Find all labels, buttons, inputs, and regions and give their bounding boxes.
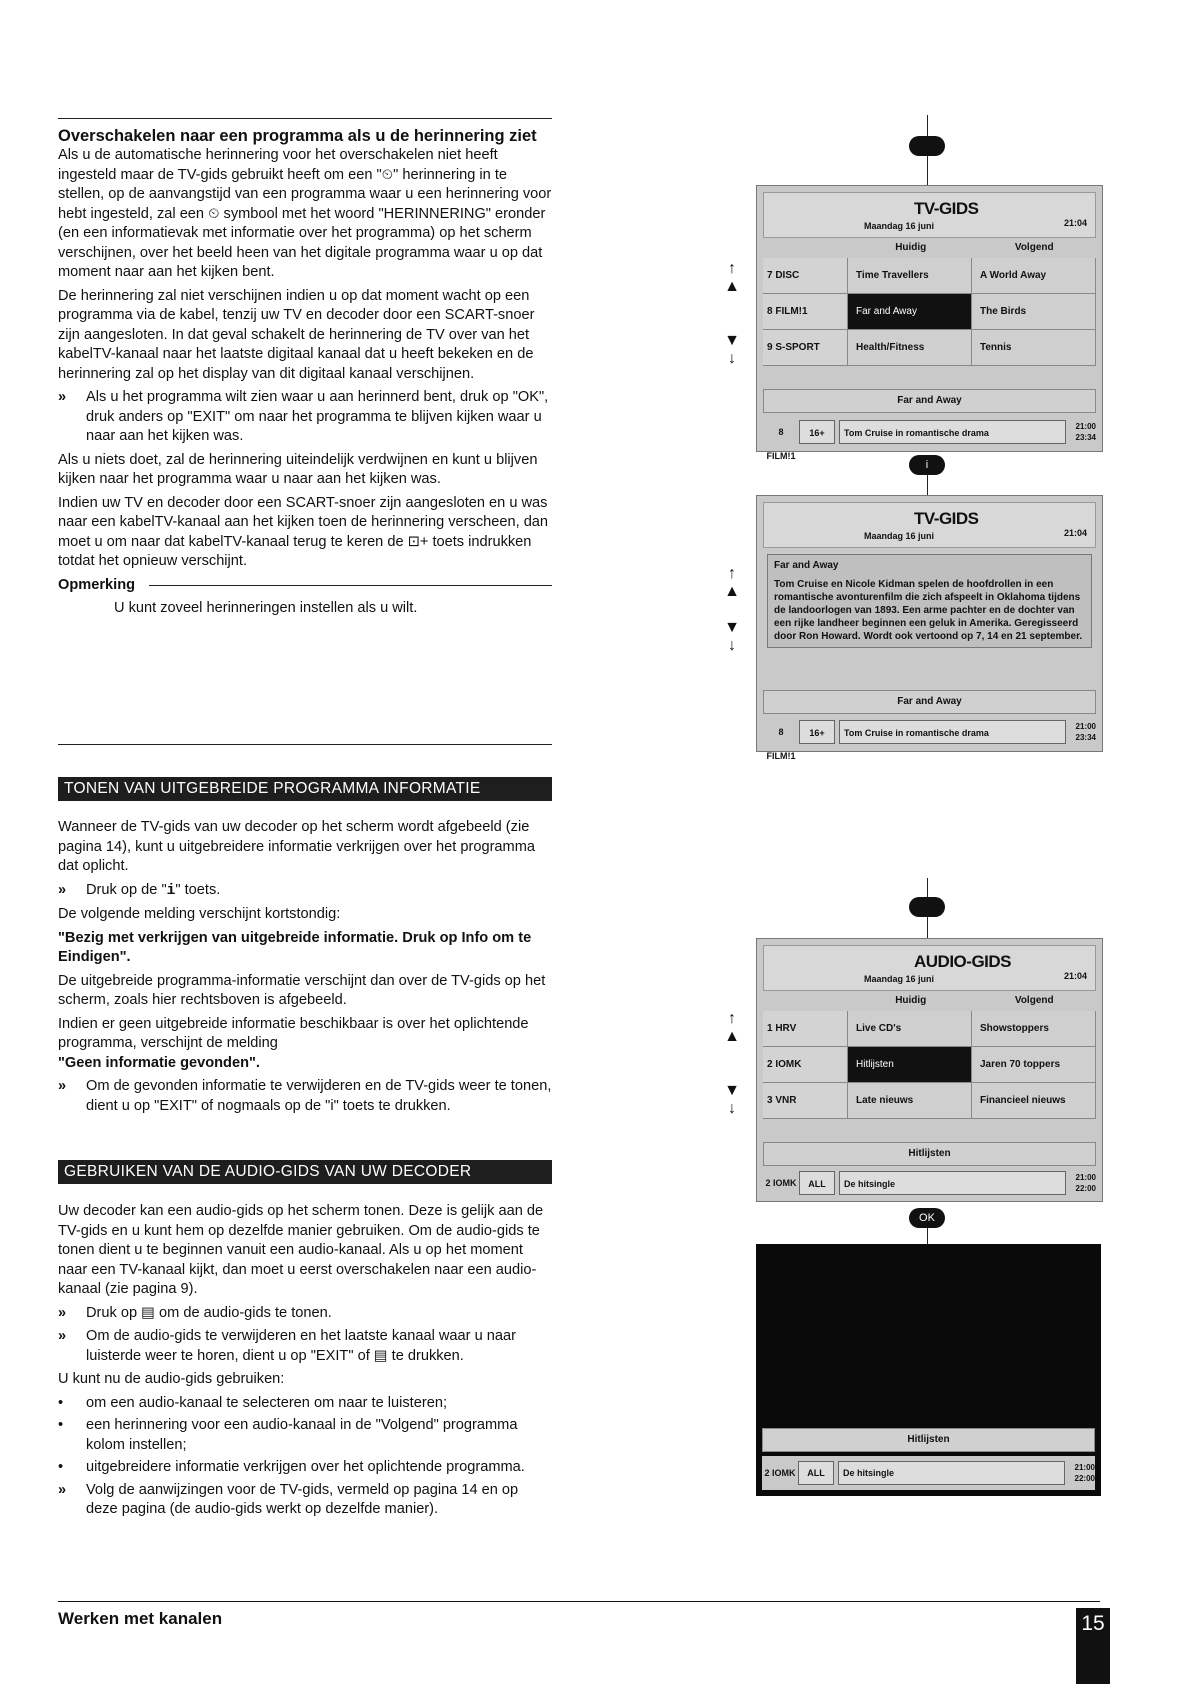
programme-description: De hitsingle [839, 1171, 1066, 1195]
info-bar: Hitlijsten [762, 1428, 1095, 1452]
section2-p3: De uitgebreide programma-informatie verschijnt dan over de TV-gids op het scherm, zoals hier rechtsboven is afgebeeld. [58, 972, 546, 1008]
section3-bullet2 [58, 1327, 552, 1366]
section2-bullet1-text [86, 881, 220, 902]
note-heading [58, 576, 552, 596]
section2-message1: "Bezig met verkrijgen van uitgebreide informatie. Druk op Info om te Eindigen". [58, 929, 532, 965]
start-time: 21:00 [1075, 422, 1096, 431]
note-text: U kunt zoveel herinneringen instellen als u wilt. [114, 600, 418, 616]
next-cell: Financieel nieuws [972, 1083, 1096, 1118]
screen-date: Maandag 16 juni [864, 221, 935, 231]
screen-date: Maandag 16 juni [864, 974, 935, 984]
now-cell: Health/Fitness [848, 330, 972, 365]
info-key: i [166, 882, 176, 899]
extended-info-title: Far and Away [774, 560, 839, 571]
next-cell: A World Away [972, 258, 1096, 293]
screen-time: 21:04 [1063, 218, 1087, 228]
now-cell-selected: Far and Away [848, 294, 972, 329]
screen-header [763, 945, 1096, 991]
bullet1-pre: Druk op de " [86, 881, 167, 898]
section3 [58, 1202, 552, 1524]
footer-rule [58, 1601, 1100, 1602]
bottom-bar [763, 1171, 1096, 1195]
screen-date: Maandag 16 juni [864, 531, 935, 541]
arrow-icon: » [58, 1078, 67, 1094]
now-cell-selected: Hitlijsten [848, 1047, 972, 1082]
channel-cell: 8 FILM!1 [763, 294, 848, 329]
bottom-bar [763, 420, 1096, 461]
end-time: 23:34 [1075, 733, 1096, 742]
section2-bullet2 [58, 1077, 552, 1116]
section3-bullet3 [58, 1481, 552, 1520]
list-item-text: uitgebreidere informatie verkrijgen over het oplichtende programma. [86, 1459, 525, 1475]
section3-bullet1 [58, 1304, 552, 1324]
screen-header [763, 502, 1096, 548]
section2-p4-text: Indien er geen uitgebreide informatie beschikbaar is over het oplichtende programma, verschijnt de melding [58, 1015, 529, 1051]
table-row [763, 1011, 1096, 1047]
extended-info-text: Tom Cruise en Nicole Kidman spelen de hoofdrollen in een romantische avonturenfilm die zich afspeelt in Oklahoma tijdens de landoorlogen van 1893. Een arme pachter en de dochter van een rijke landheer beginnen een geluk in Amerika. Geregisseerd door Ron Howard. Wordt ook vertoond op 7, 14 en 21 september. [774, 579, 1083, 642]
screen-time: 21:04 [1063, 528, 1087, 538]
bullet1-post: " toets. [175, 881, 221, 898]
scroll-arrows-icon: ↑ ▲ ▼ ↓ [724, 260, 740, 367]
screen-title: AUDIO-GIDS [914, 952, 1011, 971]
arrow-icon: » [58, 881, 67, 898]
extended-info-box [767, 554, 1092, 648]
list-item-text: om een audio-kanaal te selecteren om naar te luisteren; [86, 1394, 448, 1411]
now-cell: Late nieuws [848, 1083, 972, 1118]
next-cell: Tennis [972, 330, 1096, 365]
channel-number: 2 IOMK [765, 1178, 797, 1188]
arrow-icon: » [58, 389, 67, 405]
screen-title: TV-GIDS [914, 509, 979, 528]
section2-banner: TONEN VAN UITGEBREIDE PROGRAMMA INFORMATIE [58, 777, 552, 801]
section3-p1: Uw decoder kan een audio-gids op het scherm tonen. Deze is gelijk aan de TV-gids en u kunt hem op dezelfde manier gebruiken. Om de audio-gids te tonen dient u te beginnen vanuit een audio-kanaal. Als u op het moment naar een TV-kanaal kijkt, dan moet u eerst overschakelen naar een audio-kanaal (zie pagina 9). [58, 1203, 544, 1297]
table-row [763, 294, 1096, 330]
list-item [58, 1458, 552, 1478]
info-bar: Far and Away [763, 690, 1096, 714]
section2 [58, 818, 552, 1120]
section3-bullet1-text: Druk op ▤ om de audio-gids te tonen. [86, 1304, 332, 1321]
list-item [58, 1394, 552, 1414]
end-time: 22:00 [1074, 1474, 1095, 1483]
list-item [58, 1416, 552, 1455]
audio-guide-button-icon [909, 897, 945, 917]
info-button-icon: i [909, 455, 945, 475]
section1-bullet [58, 388, 552, 447]
table-row [763, 1047, 1096, 1083]
programme-times [1066, 420, 1096, 444]
bullet-icon: • [58, 1417, 64, 1433]
next-cell: The Birds [972, 294, 1096, 329]
arrow-icon: » [58, 1481, 67, 1498]
start-time: 21:00 [1075, 1173, 1096, 1182]
now-cell: Time Travellers [848, 258, 972, 293]
bottom-bar [763, 720, 1096, 761]
channel-cell: 9 S-SPORT [763, 330, 848, 365]
note-rule [149, 585, 552, 586]
tv-guide-info-screen [756, 495, 1103, 761]
channel-cell: 3 VNR [763, 1083, 848, 1118]
channel-number: 2 IOMK [764, 1468, 796, 1478]
guide-grid [763, 1011, 1096, 1119]
section1-p3: Als u niets doet, zal de herinnering uiteindelijk verdwijnen en kunt u blijven kijken naar het programma waar u naar aan het kijken was. [58, 451, 538, 487]
channel-cell: 1 HRV [763, 1011, 848, 1046]
footer-label: Werken met kanalen [58, 1609, 223, 1628]
section3-banner: GEBRUIKEN VAN DE AUDIO-GIDS VAN UW DECODER [58, 1160, 552, 1184]
column-now: Huidig [895, 242, 927, 253]
audio-guide-screen [756, 938, 1103, 1202]
section1-p1: Als u de automatische herinnering voor het overschakelen niet heeft ingesteld maar de TV-gids gebruikt heeft om een "⏲" herinnering in te stellen, op de aanvangstijd van een programma waar u een herinnering voor hebt ingesteld, zal een ⏲ symbool met het woord "HERINNERING" eronder (en een informatievak met informatie over het programma) op het scherm verschijnen, over het beeld heen van het digitale programma waar u op dat moment naar aan het kijken bent. [58, 147, 552, 280]
programme-description: De hitsingle [838, 1461, 1065, 1485]
start-time: 21:00 [1075, 722, 1096, 731]
screen-time: 21:04 [1063, 971, 1087, 981]
end-time: 22:00 [1075, 1184, 1096, 1193]
arrow-icon: » [58, 1328, 67, 1344]
guide-grid [763, 258, 1096, 366]
screen-title: TV-GIDS [914, 199, 979, 218]
section1-bottom-rule [58, 744, 552, 745]
section1-p2: De herinnering zal niet verschijnen indien u op dat moment wacht op een programma via de kabel, tenzij uw TV en decoder door een SCART-snoer zijn aangesloten. In dat geval schakelt de herinnering de TV over van het kabelTV-kanaal naar het laatste digitaal kanaal dat u heeft bekeken en de herinnering zal op het display van dit digitaal kanaal verschijnen. [58, 287, 535, 382]
start-time: 21:00 [1074, 1463, 1095, 1472]
programme-times [1066, 1171, 1096, 1195]
info-bar: Hitlijsten [763, 1142, 1096, 1166]
next-cell: Showstoppers [972, 1011, 1096, 1046]
section1-top-rule [58, 118, 552, 119]
section1-bullet-text: Als u het programma wilt zien waar u aan herinnerd bent, druk op "OK", druk anders op "EXIT" om naar het programma te blijven kijken waar u naar aan het kijken was. [86, 389, 549, 444]
column-next: Volgend [1014, 995, 1054, 1006]
bullet-icon: • [58, 1394, 64, 1411]
note-label: Opmerking [58, 576, 136, 593]
programme-description: Tom Cruise in romantische drama [839, 720, 1066, 744]
column-next: Volgend [1014, 242, 1054, 253]
section2-message2: "Geen informatie gevonden". [58, 1054, 260, 1071]
section3-p2: U kunt nu de audio-gids gebruiken: [58, 1371, 285, 1387]
channel-number: 8 FILM!1 [766, 727, 796, 761]
audio-playback-screen [756, 1244, 1101, 1496]
column-headers [849, 995, 1096, 1006]
section2-p2: De volgende melding verschijnt kortstondig: [58, 906, 341, 922]
programme-times [1065, 1456, 1095, 1490]
guide-button-icon [909, 136, 945, 156]
section1-title: Overschakelen naar een programma als u de herinnering ziet [58, 127, 537, 145]
next-cell: Jaren 70 toppers [972, 1047, 1096, 1082]
column-headers [849, 242, 1096, 253]
channel-number: 8 FILM!1 [766, 427, 796, 461]
programme-times [1066, 720, 1096, 744]
section2-p4 [58, 1015, 552, 1074]
table-row [763, 1083, 1096, 1119]
age-rating: ALL [798, 1461, 834, 1485]
age-rating: 16+ [799, 720, 835, 744]
tv-guide-screen [756, 185, 1103, 461]
scroll-arrows-icon: ↑ ▲ ▼ ↓ [724, 1010, 740, 1117]
connector-line [927, 1228, 928, 1244]
screen-header [763, 192, 1096, 238]
ok-button-icon: OK [909, 1208, 945, 1228]
column-now: Huidig [895, 995, 927, 1006]
age-rating: ALL [799, 1171, 835, 1195]
section2-p1: Wanneer de TV-gids van uw decoder op het scherm wordt afgebeeld (zie pagina 14), kunt u uitgebreidere informatie verkrijgen over het programma dat oplicht. [58, 819, 535, 874]
bottom-bar [762, 1456, 1095, 1490]
age-rating: 16+ [799, 420, 835, 444]
connector-line [927, 475, 928, 495]
end-time: 23:34 [1075, 433, 1096, 442]
bullet-icon: • [58, 1459, 64, 1475]
channel-cell: 2 IOMK [763, 1047, 848, 1082]
section1-p4: Indien uw TV en decoder door een SCART-snoer zijn aangesloten en u was naar een kabelTV-kanaal aan het kijken toen de herinnering verscheen, dan moet u om naar dat kabelTV-kanaal terug te keren de ⊡+ toets indrukken totdat het opnieuw verschijnt. [58, 494, 549, 569]
info-bar: Far and Away [763, 389, 1096, 413]
table-row [763, 330, 1096, 366]
section1 [58, 126, 552, 623]
arrow-icon: » [58, 1304, 67, 1321]
table-row [763, 258, 1096, 294]
now-cell: Live CD's [848, 1011, 972, 1046]
page-number: 15 [1076, 1608, 1110, 1684]
section2-bullet2-text: Om de gevonden informatie te verwijderen en de TV-gids weer te tonen, dient u op "EXIT" of nogmaals op de "i" toets te drukken. [86, 1078, 552, 1114]
programme-description: Tom Cruise in romantische drama [839, 420, 1066, 444]
scroll-arrows-icon: ↑ ▲ ▼ ↓ [724, 565, 740, 654]
section2-bullet1 [58, 881, 552, 902]
list-item-text: een herinnering voor een audio-kanaal in de "Volgend" programma kolom instellen; [86, 1417, 518, 1453]
section3-bullet2-text: Om de audio-gids te verwijderen en het laatste kanaal waar u naar luisterde weer te horen, dient u op "EXIT" of ▤ te drukken. [86, 1328, 516, 1364]
section3-bullet3-text: Volg de aanwijzingen voor de TV-gids, vermeld op pagina 14 en op deze pagina (de audio-gids werkt op dezelfde manier). [86, 1481, 519, 1517]
channel-cell: 7 DISC [763, 258, 848, 293]
